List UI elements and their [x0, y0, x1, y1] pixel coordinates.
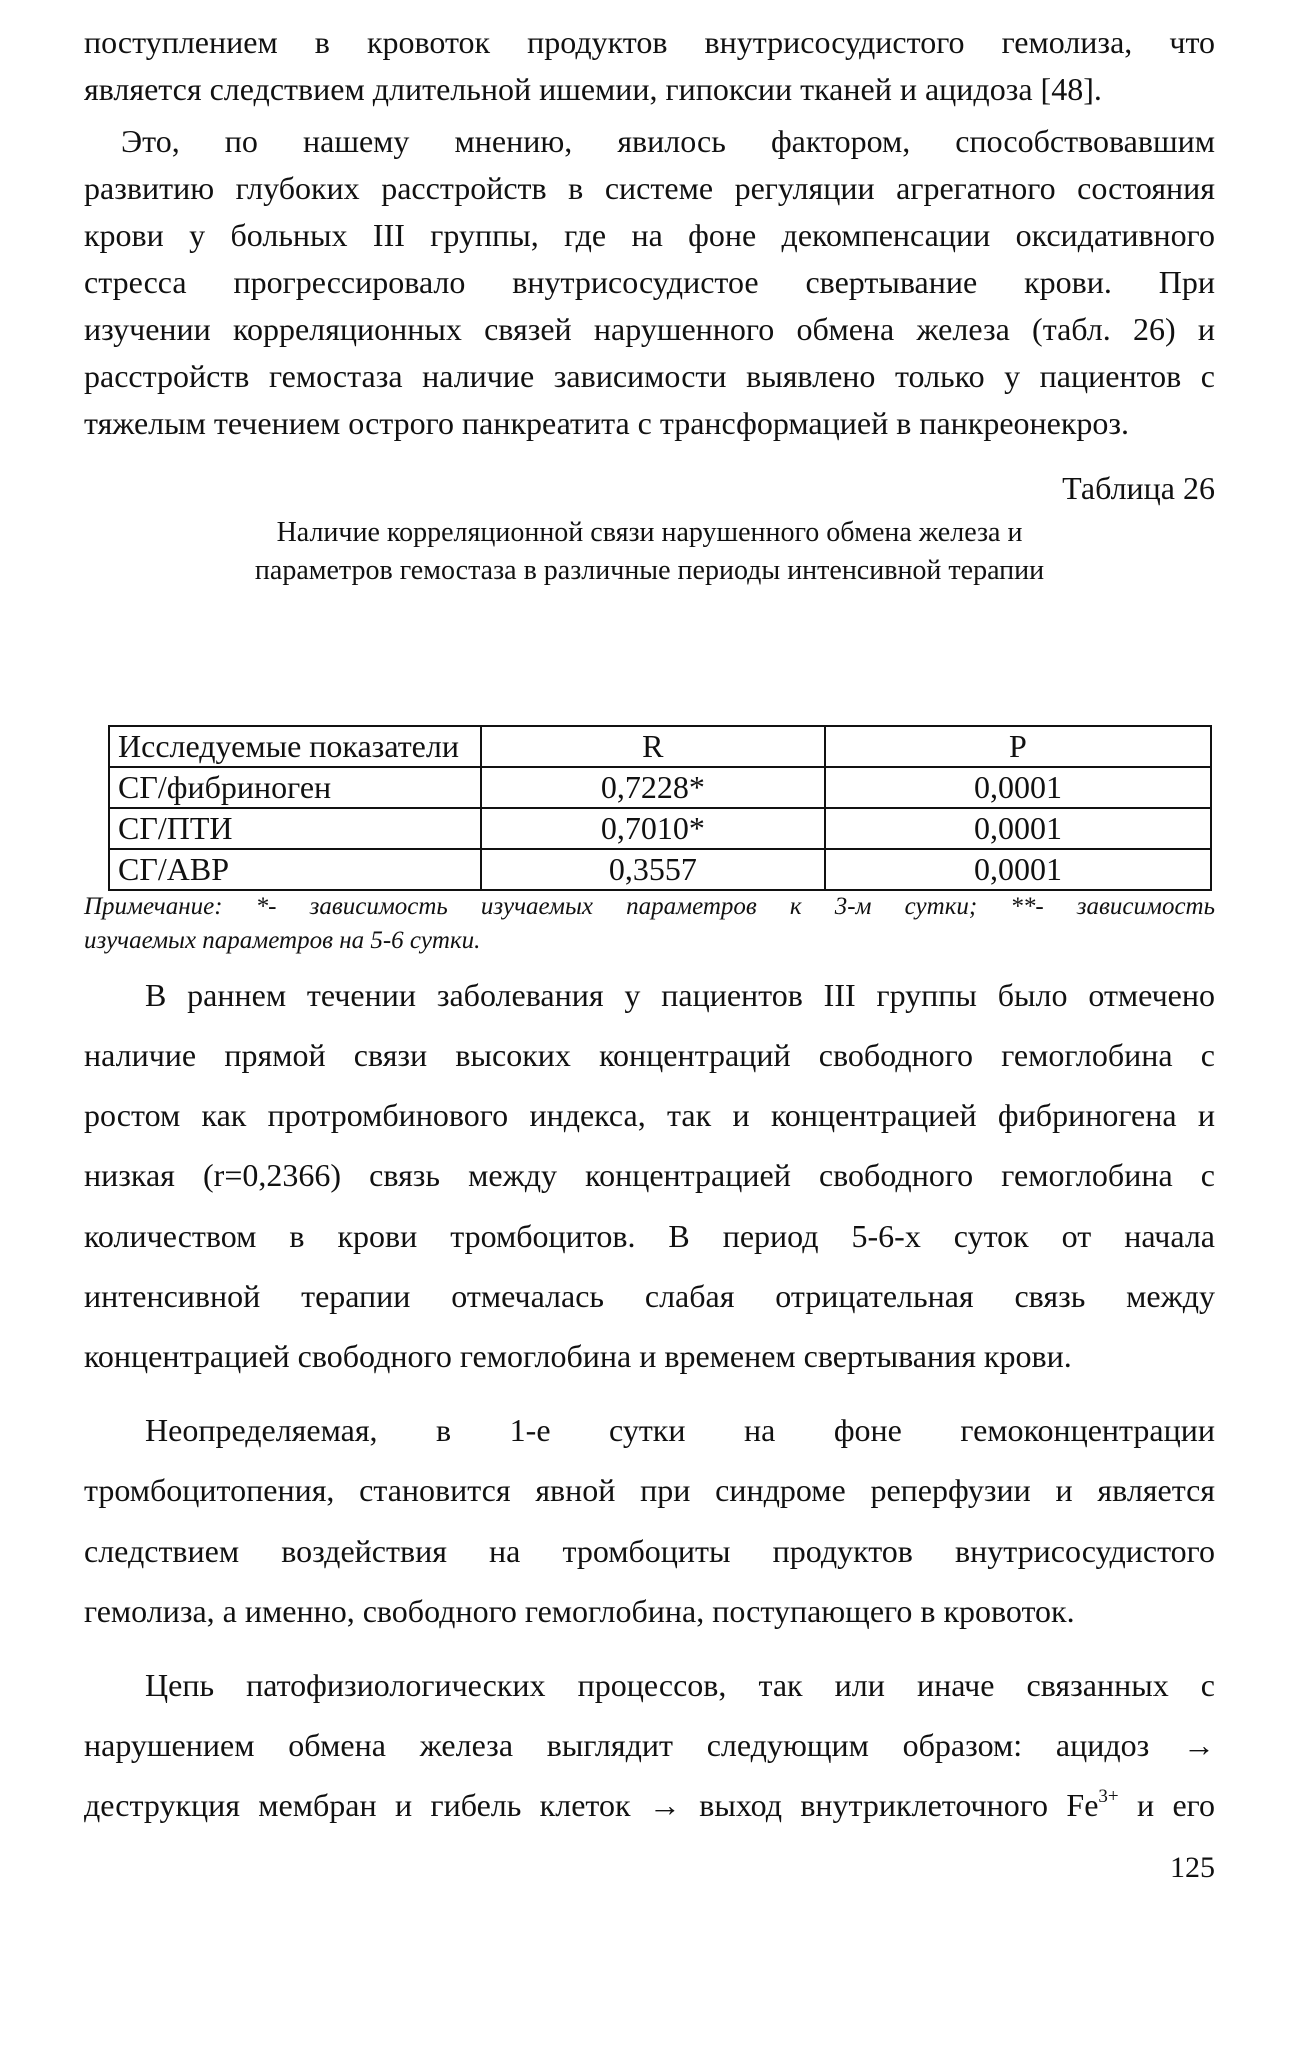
text-line: развитию глубоких расстройств в системе регуляции агрегатного состояния [84, 170, 1215, 206]
text-line: является следствием длительной ишемии, гипоксии тканей и ацидоза [48]. [84, 71, 1102, 107]
text-line: низкая (r=0,2366) связь между концентрацией свободного гемоглобина с [84, 1157, 1215, 1193]
table-header-cell: R [481, 726, 825, 767]
correlation-table [108, 725, 1212, 891]
text-line: Это, по нашему мнению, явилось фактором, способствовавшим [121, 123, 1215, 159]
table-cell: СГ/ПТИ [109, 808, 481, 849]
table-cell: 0,0001 [825, 849, 1211, 890]
superscript: 3+ [1098, 1786, 1119, 1807]
text-line: расстройств гемостаза наличие зависимости выявлено только у пациентов с [84, 358, 1215, 394]
table-label: Таблица 26 [1062, 470, 1215, 506]
text-line: ростом как протромбинового индекса, так и концентрацией фибриногена и [84, 1097, 1215, 1133]
text-line: следствием воздействия на тромбоциты продуктов внутрисосудистого [84, 1533, 1215, 1569]
text-line: крови у больных III группы, где на фоне декомпенсации оксидативного [84, 217, 1215, 253]
text-line: интенсивной терапии отмечалась слабая отрицательная связь между [84, 1278, 1215, 1314]
table-cell: СГ/АВР [109, 849, 481, 890]
text-line: изучении корреляционных связей нарушенного обмена железа (табл. 26) и [84, 311, 1215, 347]
text-line: концентрацией свободного гемоглобина и временем свертывания крови. [84, 1338, 1072, 1374]
table-cell: 0,7010* [481, 808, 825, 849]
table-note: Примечание: *- зависимость изучаемых параметров к 3-м сутки; **- зависимость [84, 893, 1215, 920]
text-line: Неопределяемая, в 1-е сутки на фоне гемоконцентрации [145, 1412, 1215, 1448]
text-line: тяжелым течением острого панкреатита с трансформацией в панкреонекроз. [84, 405, 1130, 441]
table-caption: Наличие корреляционной связи нарушенного обмена железа и [276, 517, 1023, 548]
table-row [109, 808, 1211, 849]
text-line [84, 1785, 1215, 1825]
text-line: количеством в крови тромбоцитов. В период 5-6-х суток от начала [84, 1218, 1215, 1254]
text-line: Цепь патофизиологических процессов, так или иначе связанных с [145, 1667, 1215, 1703]
table-cell: 0,0001 [825, 808, 1211, 849]
text-line: стресса прогрессировало внутрисосудистое свертывание крови. При [84, 264, 1215, 300]
table-header-cell: Исследуемые показатели [109, 726, 481, 767]
text-segment: деструкция мембран и гибель клеток → выход внутриклеточного Fe [84, 1787, 1099, 1823]
page-number: 125 [1170, 1851, 1215, 1884]
table-caption: параметров гемостаза в различные периоды интенсивной терапии [254, 555, 1045, 586]
table-cell: СГ/фибриноген [109, 767, 481, 808]
text-line: В раннем течении заболевания у пациентов III группы было отмечено [145, 977, 1215, 1013]
text-line: наличие прямой связи высоких концентраций свободного гемоглобина с [84, 1037, 1215, 1073]
table-cell: 0,7228* [481, 767, 825, 808]
table-cell: 0,0001 [825, 767, 1211, 808]
table-header-cell: P [825, 726, 1211, 767]
text-line: поступлением в кровоток продуктов внутрисосудистого гемолиза, что [84, 24, 1215, 60]
text-line: тромбоцитопения, становится явной при синдроме реперфузии и является [84, 1472, 1215, 1508]
text-line: нарушением обмена железа выглядит следующим образом: ацидоз → [84, 1727, 1215, 1763]
text-segment: и его [1118, 1787, 1216, 1823]
table-cell: 0,3557 [481, 849, 825, 890]
table-row [109, 767, 1211, 808]
text-line: гемолиза, а именно, свободного гемоглобина, поступающего в кровоток. [84, 1593, 1075, 1629]
table-header-row [109, 726, 1211, 767]
table-row [109, 849, 1211, 890]
table-note: изучаемых параметров на 5-6 сутки. [84, 927, 481, 954]
